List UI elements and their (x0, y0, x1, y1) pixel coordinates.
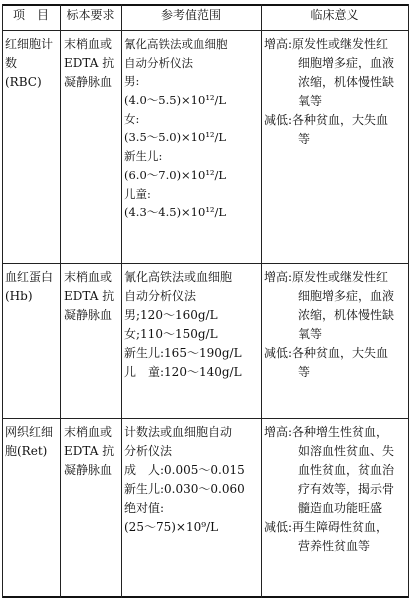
row-hb-specimen: 末梢血或 EDTA 抗 凝静脉血 (64, 270, 115, 322)
table-left-border (2, 4, 3, 598)
row-ret-item: 网织红细 胞(Ret) (5, 425, 54, 458)
header-rule (2, 30, 408, 31)
decrease-label: 减低: (264, 346, 293, 360)
row-divider (2, 263, 408, 264)
decrease-label: 减低: (264, 520, 293, 534)
increase-label: 增高: (264, 37, 293, 51)
column-divider (261, 4, 262, 598)
column-divider (121, 4, 122, 598)
header-specimen: 标本要求 (66, 8, 115, 22)
column-divider (60, 4, 61, 598)
row-rbc-reference: 氰化高铁法或血细胞 自动分析仪法 男: (4.0～5.5)×10¹²/L 女: (3.5～5.0)×10¹²/L 新生儿: (6.0～7.0)×10¹²/L 儿童: (4.3～4.5)×10¹²/L (124, 37, 228, 220)
row-hb-item: 血红蛋白 (Hb) (5, 270, 54, 303)
row-rbc-significance: 增高:原发性或继发性红 细胞增多症，血液 浓缩，机体慢性缺 氧等 减低:各种贫血，大失血 等 (264, 37, 395, 146)
row-ret-reference: 计数法或血细胞自动 分析仪法 成 人:0.005～0.015 新生儿:0.030～0.060 绝对值: (25～75)×10⁹/L (124, 425, 245, 534)
table-right-border (408, 4, 409, 598)
table-top-rule (2, 4, 408, 6)
increase-label: 增高: (264, 270, 293, 284)
row-ret-specimen: 末梢血或 EDTA 抗 凝静脉血 (64, 425, 115, 477)
row-rbc-item: 红细胞计 数 (RBC) (5, 37, 54, 89)
decrease-label: 减低: (264, 113, 293, 127)
row-ret-significance: 增高:各种增生性贫血， 如溶血性贫血、失 血性贫血，贫血治 疗有效等，揭示骨 髓造血功能旺盛 减低:再生障碍性贫血， 营养性贫血等 (264, 425, 395, 553)
row-rbc-specimen: 末梢血或 EDTA 抗 凝静脉血 (64, 37, 115, 89)
header-item: 项 目 (12, 8, 49, 22)
row-hb-reference: 氰化高铁法或血细胞 自动分析仪法 男;120～160g/L 女;110～150g/L 新生儿:165～190g/L 儿 童:120～140g/L (124, 270, 242, 379)
increase-label: 增高: (264, 425, 293, 439)
row-divider (2, 418, 408, 419)
header-significance: 临床意义 (310, 8, 359, 22)
table-bottom-rule (2, 596, 408, 598)
row-hb-significance: 增高:原发性或继发性红 细胞增多症，血液 浓缩，机体慢性缺 氧等 减低:各种贫血，大失血 等 (264, 270, 395, 379)
header-reference: 参考值范围 (160, 8, 221, 22)
